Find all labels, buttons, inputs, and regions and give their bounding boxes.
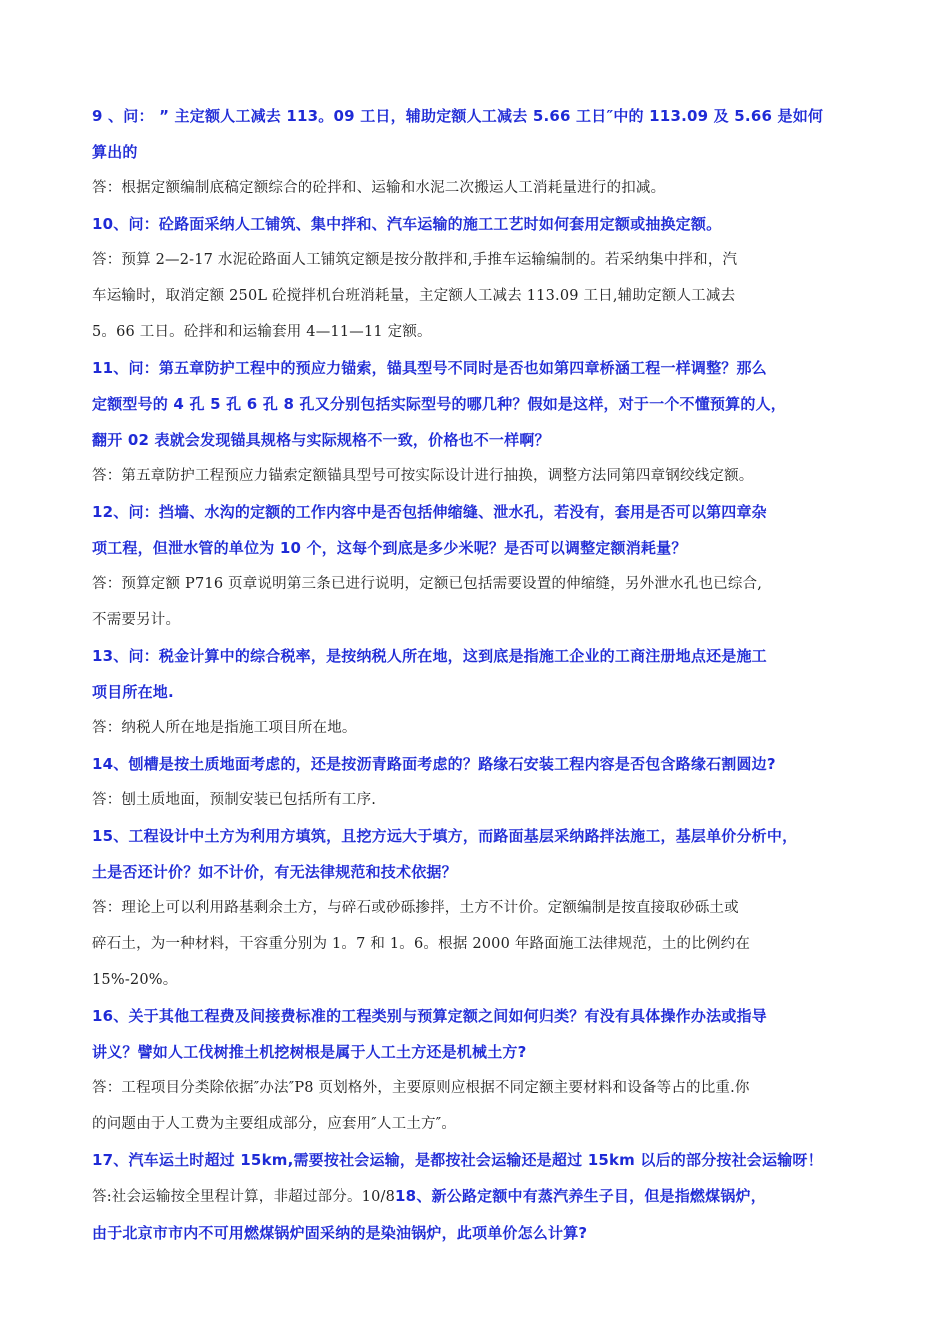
- question-10: 10、问：砼路面采纳人工铺筑、集中拌和、汽车运输的施工工艺时如何套用定额或抽换定额。: [92, 215, 722, 233]
- answer-12: 答：预算定额 P716 页章说明第三条已进行说明，定额已包括需要设置的伸缩缝，另外泄水孔也已综合, 不需要另计。: [92, 576, 763, 628]
- question-9: 9 、问： ” 主定额人工减去 113。09 工日，辅助定额人工减去 5.66 工日″中的 113.09 及 5.66 是如何 算出的: [92, 107, 824, 161]
- qa-item-12: [92, 494, 892, 638]
- answer-15: 答：理论上可以利用路基剩余土方，与碎石或砂砾掺拌，土方不计价。定额编制是按直接取砂砾土或 碎石土，为一种材料，干容重分别为 1。7 和 1。6。根据 2000 年路面施工法律规范，土的比例约在 15%-20%。: [92, 900, 751, 988]
- question-13: 13、问：税金计算中的综合税率，是按纳税人所在地，这到底是指施工企业的工商注册地点还是施工 项目所在地.: [92, 647, 767, 701]
- answer-10: 答：预算 2—2-17 水泥砼路面人工铺筑定额是按分散拌和,手推车运输编制的。若采纳集中拌和，汽 车运输时，取消定额 250L 砼搅拌机台班消耗量，主定额人工减去 113.09 工日,辅助定额人工减去 5。66 工日。砼拌和和运输套用 4—11—11 定额。: [92, 252, 738, 340]
- qa-item-14: [92, 746, 892, 818]
- answer-17-text: 答:社会运输按全里程计算，非超过部分。10/8: [92, 1189, 396, 1205]
- qa-item-9: [92, 98, 892, 206]
- answer-17: [92, 1178, 892, 1215]
- qa-item-10: [92, 206, 892, 350]
- answer-9: 答：根据定额编制底稿定额综合的砼拌和、运输和水泥二次搬运人工消耗量进行的扣减。: [92, 180, 666, 196]
- qa-item-11: [92, 350, 892, 494]
- answer-11: 答：第五章防护工程预应力锚索定额锚具型号可按实际设计进行抽换，调整方法同第四章钢绞线定额。: [92, 468, 754, 484]
- qa-item-13: [92, 638, 892, 746]
- document-page: [92, 98, 892, 1251]
- qa-item-16: [92, 998, 892, 1142]
- question-17: 17、汽车运土时超过 15km,需要按社会运输，是都按社会运输还是超过 15km 以后的部分按社会运输呀！: [92, 1151, 823, 1169]
- qa-item-15: [92, 818, 892, 998]
- answer-16: 答：工程项目分类除依据″办法″P8 页划格外，主要原则应根据不同定额主要材料和设备等占的比重.你 的问题由于人工费为主要组成部分，应套用″人工土方″。: [92, 1080, 750, 1132]
- question-11: 11、问：第五章防护工程中的预应力锚索，锚具型号不同时是否也如第四章桥涵工程一样调整？那么 定额型号的 4 孔 5 孔 6 孔 8 孔又分别包括实际型号的哪几种？假如是这样，对于一个不懂预算的人， 翻开 02 表就会发现锚具规格与实际规格不一致，价格也不一样啊？: [92, 359, 786, 449]
- qa-item-17: [92, 1142, 892, 1251]
- question-16: 16、关于其他工程费及间接费标准的工程类别与预算定额之间如何归类？有没有具体操作办法或指导 讲义？譬如人工伐树推土机挖树根是属于人工土方还是机械土方?: [92, 1007, 767, 1061]
- question-14: 14、刨槽是按土质地面考虑的，还是按沥青路面考虑的？路缘石安装工程内容是否包含路缘石割圆边?: [92, 755, 776, 773]
- answer-14: 答：刨土质地面，预制安装已包括所有工序.: [92, 792, 377, 808]
- question-15: 15、工程设计中土方为利用方填筑，且挖方远大于填方，而路面基层采纳路拌法施工，基层单价分析中， 土是否还计价？如不计价，有无法律规范和技术依据？: [92, 827, 798, 881]
- question-18-second-line: 由于北京市市内不可用燃煤锅炉固采纳的是染油锅炉，此项单价怎么计算?: [92, 1224, 588, 1242]
- question-12: 12、问：挡墙、水沟的定额的工作内容中是否包括伸缩缝、泄水孔，若没有，套用是否可以第四章杂 项工程，但泄水管的单位为 10 个，这每个到底是多少米呢？是否可以调整定额消耗量？: [92, 503, 767, 557]
- question-18-first-line: 18、新公路定额中有蒸汽养生子目，但是指燃煤锅炉，: [395, 1187, 766, 1205]
- answer-13: 答：纳税人所在地是指施工项目所在地。: [92, 720, 357, 736]
